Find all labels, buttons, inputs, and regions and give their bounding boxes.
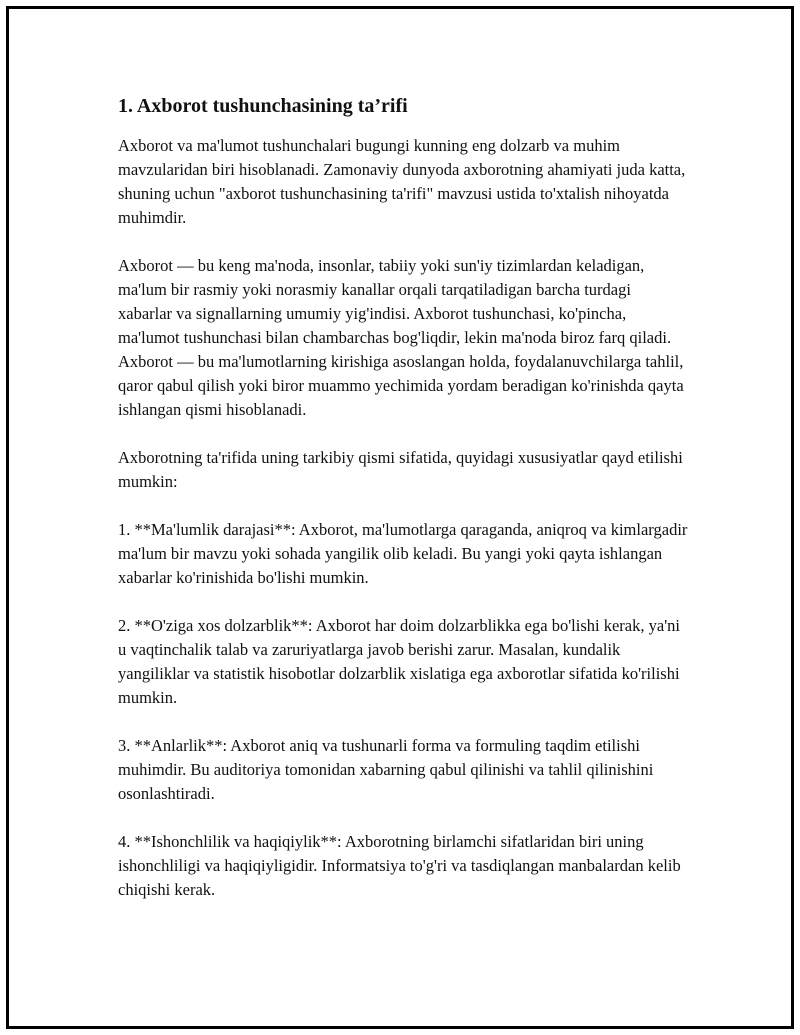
list-item-property-4: 4. **Ishonchlilik va haqiqiylik**: Axborotning birlamchi sifatlaridan biri uning ishonchliligi va haqiqiyligidir. Informatsiya to'g'ri va tasdiqlangan manbalardan kelib chiqishi kerak.: [118, 832, 681, 899]
document-body: [118, 92, 688, 926]
paragraph-properties-intro: Axborotning ta'rifida uning tarkibiy qismi sifatida, quyidagi xususiyatlar qayd etilishi mumkin:: [118, 448, 683, 491]
list-item-property-3: 3. **Anlarlik**: Axborot aniq va tushunarli forma va formuling taqdim etilishi muhimdir. Bu auditoriya tomonidan xabarning qabul qilinishi va tahlil qilinishini osonlashtiradi.: [118, 736, 654, 803]
paragraph-definition: Axborot — bu keng ma'noda, insonlar, tabiiy yoki sun'iy tizimlardan keladigan, ma'lum bir rasmiy yoki norasmiy kanallar orqali tarqatiladigan barcha turdagi xabarlar va signallarning umumiy yig'indisi. Axborot tushunchasi, ko'pincha, ma'lumot tushunchasi bilan chambarchas bog'liqdir, lekin ma'noda biroz farq qiladi. Axborot — bu ma'lumotlarning kirishiga asoslangan holda, foydalanuvchilarga tahlil, qaror qabul qilish yoki biror muammo yechimida yordam beradigan ko'rinishda qayta ishlangan qismi hisoblanadi.: [118, 256, 684, 419]
list-item-property-1: 1. **Ma'lumlik darajasi**: Axborot, ma'lumotlarga qaraganda, aniqroq va kimlargadir ma'lum bir mavzu yoki sohada yangilik olib keladi. Bu yangi yoki qayta ishlangan xabarlar ko'rinishida bo'lishi mumkin.: [118, 520, 688, 587]
paragraph-intro: Axborot va ma'lumot tushunchalari bugungi kunning eng dolzarb va muhim mavzularidan biri hisoblanadi. Zamonaviy dunyoda axborotning ahamiyati juda katta, shuning uchun "axborot tushunchasining ta'rifi" mavzusi ustida to'xtalish nihoyatda muhimdir.: [118, 136, 686, 227]
list-item-property-2: 2. **O'ziga xos dolzarblik**: Axborot har doim dolzarblikka ega bo'lishi kerak, ya'ni u vaqtinchalik talab va zaruriyatlarga javob berishi zarur. Masalan, kundalik yangiliklar va statistik hisobotlar dolzarblik xislatiga ega axborotlar sifatida ko'rilishi mumkin.: [118, 616, 680, 707]
document-title: 1. Axborot tushunchasining ta’rifi: [118, 95, 408, 117]
